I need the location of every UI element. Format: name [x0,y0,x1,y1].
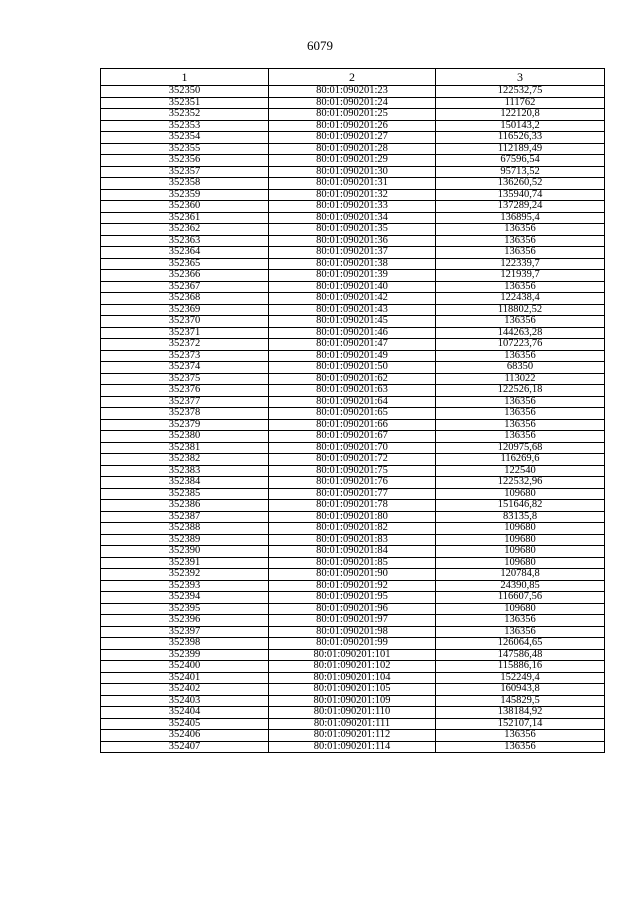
cadastral-number-cell: 80:01:090201:37 [269,247,436,259]
cadastral-number-cell: 80:01:090201:29 [269,155,436,167]
cadastral-number-cell: 80:01:090201:83 [269,534,436,546]
record-number-cell: 352397 [101,626,269,638]
record-number-cell: 352365 [101,258,269,270]
record-number-cell: 352359 [101,189,269,201]
value-cell: 150143,2 [436,120,605,132]
value-cell: 147586,48 [436,649,605,661]
record-number-cell: 352378 [101,408,269,420]
page-number: 6079 [307,38,333,53]
cadastral-number-cell: 80:01:090201:47 [269,339,436,351]
table-row [101,373,605,385]
record-number-cell: 352401 [101,672,269,684]
value-cell: 136356 [436,350,605,362]
table-row [101,270,605,282]
record-number-cell: 352389 [101,534,269,546]
table-row [101,224,605,236]
record-number-cell: 352363 [101,235,269,247]
value-cell: 120784,8 [436,569,605,581]
cadastral-number-cell: 80:01:090201:50 [269,362,436,374]
table-row [101,580,605,592]
value-cell: 68350 [436,362,605,374]
cadastral-number-cell: 80:01:090201:30 [269,166,436,178]
record-number-cell: 352366 [101,270,269,282]
table-row [101,477,605,489]
record-number-cell: 352356 [101,155,269,167]
table-row [101,143,605,155]
value-cell: 109680 [436,488,605,500]
record-number-cell: 352406 [101,730,269,742]
cadastral-number-cell: 80:01:090201:31 [269,178,436,190]
record-number-cell: 352402 [101,684,269,696]
record-number-cell: 352362 [101,224,269,236]
value-cell: 138184,92 [436,707,605,719]
table-row [101,109,605,121]
table-row [101,212,605,224]
value-cell: 144263,28 [436,327,605,339]
value-cell: 112189,49 [436,143,605,155]
cadastral-number-cell: 80:01:090201:112 [269,730,436,742]
record-number-cell: 352394 [101,592,269,604]
record-number-cell: 352380 [101,431,269,443]
value-cell: 118802,52 [436,304,605,316]
record-number-cell: 352393 [101,580,269,592]
table-row [101,523,605,535]
cadastral-number-cell: 80:01:090201:35 [269,224,436,236]
record-number-cell: 352399 [101,649,269,661]
table-row [101,442,605,454]
cadastral-number-cell: 80:01:090201:85 [269,557,436,569]
record-number-cell: 352352 [101,109,269,121]
value-cell: 136356 [436,741,605,753]
record-number-cell: 352387 [101,511,269,523]
value-cell: 67596,54 [436,155,605,167]
value-cell: 152249,4 [436,672,605,684]
value-cell: 136356 [436,431,605,443]
table-row [101,718,605,730]
cadastral-number-cell: 80:01:090201:82 [269,523,436,535]
cadastral-number-cell: 80:01:090201:64 [269,396,436,408]
cadastral-number-cell: 80:01:090201:34 [269,212,436,224]
table-row [101,189,605,201]
cadastral-number-cell: 80:01:090201:45 [269,316,436,328]
cadastral-number-cell: 80:01:090201:39 [269,270,436,282]
value-cell: 136895,4 [436,212,605,224]
value-cell: 135940,74 [436,189,605,201]
record-number-cell: 352372 [101,339,269,351]
cadastral-number-cell: 80:01:090201:104 [269,672,436,684]
value-cell: 136356 [436,408,605,420]
value-cell: 136260,52 [436,178,605,190]
record-number-cell: 352369 [101,304,269,316]
record-number-cell: 352358 [101,178,269,190]
cadastral-number-cell: 80:01:090201:46 [269,327,436,339]
value-cell: 95713,52 [436,166,605,178]
value-cell: 136356 [436,235,605,247]
table-row [101,511,605,523]
record-number-cell: 352383 [101,465,269,477]
record-number-cell: 352398 [101,638,269,650]
value-cell: 136356 [436,396,605,408]
record-number-cell: 352364 [101,247,269,259]
record-number-cell: 352361 [101,212,269,224]
cadastral-number-cell: 80:01:090201:98 [269,626,436,638]
cadastral-number-cell: 80:01:090201:49 [269,350,436,362]
value-cell: 83135,8 [436,511,605,523]
record-number-cell: 352392 [101,569,269,581]
value-cell: 160943,8 [436,684,605,696]
cadastral-number-cell: 80:01:090201:95 [269,592,436,604]
table-header [101,69,605,86]
cadastral-number-cell: 80:01:090201:111 [269,718,436,730]
record-number-cell: 352367 [101,281,269,293]
table-row [101,615,605,627]
record-number-cell: 352381 [101,442,269,454]
record-number-cell: 352395 [101,603,269,615]
cadastral-number-cell: 80:01:090201:66 [269,419,436,431]
table-row [101,304,605,316]
table-row [101,603,605,615]
record-number-cell: 352403 [101,695,269,707]
table-row [101,396,605,408]
cadastral-number-cell: 80:01:090201:109 [269,695,436,707]
table-row [101,488,605,500]
value-cell: 136356 [436,615,605,627]
value-cell: 136356 [436,419,605,431]
record-number-cell: 352405 [101,718,269,730]
table-row [101,419,605,431]
value-cell: 122532,75 [436,86,605,98]
value-cell: 107223,76 [436,339,605,351]
value-cell: 24390,85 [436,580,605,592]
value-cell: 116607,56 [436,592,605,604]
table-row [101,281,605,293]
value-cell: 122540 [436,465,605,477]
cadastral-number-cell: 80:01:090201:24 [269,97,436,109]
cadastral-number-cell: 80:01:090201:32 [269,189,436,201]
record-number-cell: 352370 [101,316,269,328]
cadastral-number-cell: 80:01:090201:65 [269,408,436,420]
value-cell: 152107,14 [436,718,605,730]
value-cell: 116526,33 [436,132,605,144]
table-row [101,132,605,144]
table-row [101,258,605,270]
cadastral-number-cell: 80:01:090201:101 [269,649,436,661]
value-cell: 109680 [436,546,605,558]
record-number-cell: 352407 [101,741,269,753]
value-cell: 122339,7 [436,258,605,270]
record-number-cell: 352386 [101,500,269,512]
table-row [101,247,605,259]
cadastral-number-cell: 80:01:090201:92 [269,580,436,592]
record-number-cell: 352374 [101,362,269,374]
table-row [101,672,605,684]
cadastral-number-cell: 80:01:090201:102 [269,661,436,673]
value-cell: 136356 [436,316,605,328]
value-cell: 109680 [436,523,605,535]
table-row [101,592,605,604]
table-row [101,201,605,213]
value-cell: 122438,4 [436,293,605,305]
record-number-cell: 352350 [101,86,269,98]
cadastral-number-cell: 80:01:090201:43 [269,304,436,316]
table-row [101,97,605,109]
table-row [101,500,605,512]
cadastral-number-cell: 80:01:090201:90 [269,569,436,581]
table-row [101,362,605,374]
record-number-cell: 352400 [101,661,269,673]
record-number-cell: 352353 [101,120,269,132]
value-cell: 109680 [436,557,605,569]
record-number-cell: 352357 [101,166,269,178]
value-cell: 121939,7 [436,270,605,282]
cadastral-number-cell: 80:01:090201:84 [269,546,436,558]
cadastral-number-cell: 80:01:090201:33 [269,201,436,213]
cadastral-number-cell: 80:01:090201:80 [269,511,436,523]
table-row [101,293,605,305]
cadastral-number-cell: 80:01:090201:99 [269,638,436,650]
cadastral-number-cell: 80:01:090201:67 [269,431,436,443]
table-row [101,120,605,132]
value-cell: 122526,18 [436,385,605,397]
table-row [101,730,605,742]
cadastral-number-cell: 80:01:090201:77 [269,488,436,500]
value-cell: 120975,68 [436,442,605,454]
value-cell: 113022 [436,373,605,385]
cadastral-number-cell: 80:01:090201:96 [269,603,436,615]
column-header-3: 3 [436,69,605,86]
cadastral-number-cell: 80:01:090201:40 [269,281,436,293]
record-number-cell: 352388 [101,523,269,535]
table-row [101,707,605,719]
cadastral-number-cell: 80:01:090201:76 [269,477,436,489]
cadastral-number-cell: 80:01:090201:26 [269,120,436,132]
cadastral-number-cell: 80:01:090201:110 [269,707,436,719]
table-row [101,661,605,673]
table-row [101,569,605,581]
table-row [101,649,605,661]
table-row [101,454,605,466]
table-body [101,86,605,753]
value-cell: 151646,82 [436,500,605,512]
value-cell: 109680 [436,534,605,546]
cadastral-number-cell: 80:01:090201:23 [269,86,436,98]
record-number-cell: 352354 [101,132,269,144]
table-row [101,350,605,362]
table-row [101,684,605,696]
cadastral-number-cell: 80:01:090201:63 [269,385,436,397]
table-row [101,155,605,167]
value-cell: 136356 [436,224,605,236]
value-cell: 116269,6 [436,454,605,466]
value-cell: 136356 [436,730,605,742]
cadastral-number-cell: 80:01:090201:97 [269,615,436,627]
table-row [101,546,605,558]
cadastral-number-cell: 80:01:090201:75 [269,465,436,477]
record-number-cell: 352385 [101,488,269,500]
cadastral-number-cell: 80:01:090201:42 [269,293,436,305]
record-number-cell: 352377 [101,396,269,408]
column-header-2: 2 [269,69,436,86]
table-row [101,86,605,98]
table-row [101,626,605,638]
value-cell: 136356 [436,247,605,259]
record-number-cell: 352379 [101,419,269,431]
record-number-cell: 352360 [101,201,269,213]
cadastral-number-cell: 80:01:090201:105 [269,684,436,696]
value-cell: 122120,8 [436,109,605,121]
value-cell: 109680 [436,603,605,615]
record-number-cell: 352390 [101,546,269,558]
value-cell: 115886,16 [436,661,605,673]
table-row [101,166,605,178]
record-number-cell: 352373 [101,350,269,362]
record-number-cell: 352351 [101,97,269,109]
table-row [101,638,605,650]
cadastral-number-cell: 80:01:090201:78 [269,500,436,512]
record-number-cell: 352384 [101,477,269,489]
table-row [101,695,605,707]
data-table [100,68,605,753]
table-row [101,534,605,546]
table-row [101,316,605,328]
record-number-cell: 352382 [101,454,269,466]
column-header-1: 1 [101,69,269,86]
table-row [101,431,605,443]
value-cell: 122532,96 [436,477,605,489]
record-number-cell: 352396 [101,615,269,627]
table-row [101,465,605,477]
table-row [101,178,605,190]
value-cell: 136356 [436,281,605,293]
value-cell: 145829,5 [436,695,605,707]
value-cell: 111762 [436,97,605,109]
record-number-cell: 352368 [101,293,269,305]
table-row [101,385,605,397]
cadastral-number-cell: 80:01:090201:72 [269,454,436,466]
record-number-cell: 352376 [101,385,269,397]
cadastral-number-cell: 80:01:090201:25 [269,109,436,121]
cadastral-number-cell: 80:01:090201:62 [269,373,436,385]
table-row [101,327,605,339]
record-number-cell: 352391 [101,557,269,569]
record-number-cell: 352404 [101,707,269,719]
cadastral-number-cell: 80:01:090201:114 [269,741,436,753]
cadastral-number-cell: 80:01:090201:27 [269,132,436,144]
value-cell: 137289,24 [436,201,605,213]
value-cell: 136356 [436,626,605,638]
table-row [101,339,605,351]
cadastral-number-cell: 80:01:090201:36 [269,235,436,247]
table-row [101,235,605,247]
table-row [101,557,605,569]
record-number-cell: 352371 [101,327,269,339]
table-row [101,408,605,420]
cadastral-number-cell: 80:01:090201:38 [269,258,436,270]
record-number-cell: 352375 [101,373,269,385]
cadastral-number-cell: 80:01:090201:28 [269,143,436,155]
table-header-row [101,69,605,86]
value-cell: 126064,65 [436,638,605,650]
table-row [101,741,605,753]
record-number-cell: 352355 [101,143,269,155]
cadastral-number-cell: 80:01:090201:70 [269,442,436,454]
